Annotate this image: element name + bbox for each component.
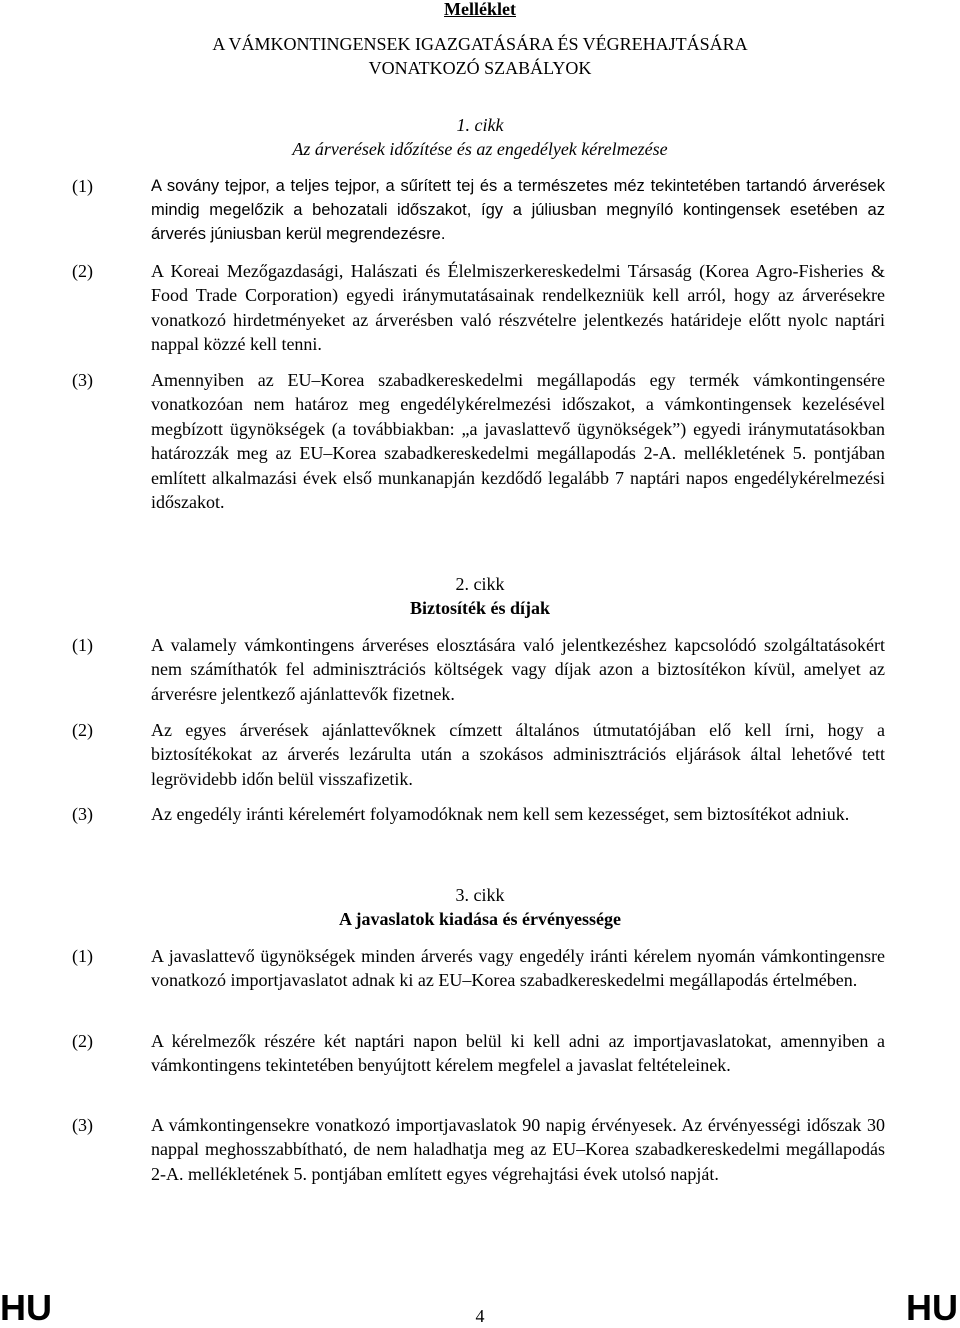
article-3-para-1-text: A javaslattevő ügynökségek minden árverés vagy engedély iránti kérelem nyomán vámkontingensre vonatkozó importjavaslatot adnak ki az EU–Korea szabadkereskedelmi megállapodás értelmében. bbox=[151, 946, 885, 991]
article-1-title: Az árverések időzítése és az engedélyek kérelmezése bbox=[292, 139, 668, 159]
article-3-title: A javaslatok kiadása és érvényessége bbox=[339, 909, 621, 929]
document-title-line2: VONATKOZÓ SZABÁLYOK bbox=[368, 58, 592, 78]
article-2-para-2-number: (2) bbox=[72, 720, 93, 740]
article-3-para-2-number: (2) bbox=[72, 1031, 93, 1051]
article-3-para-2-text: A kérelmezők részére két naptári napon belül ki kell adni az importjavaslatokat, amennyiben a vámkontingens tekintetében benyújtott kérelem megfelel a javaslat feltételeinek. bbox=[151, 1031, 885, 1076]
article-3-number: 3. cikk bbox=[455, 885, 505, 905]
article-2-para-3-text: Az engedély iránti kérelemért folyamodóknak nem kell sem kezességet, sem biztosítékot adniuk. bbox=[151, 804, 850, 824]
annex-label: Melléklet bbox=[444, 0, 516, 19]
article-2-title: Biztosíték és díjak bbox=[409, 598, 550, 618]
article-3-para-3-text: A vámkontingensekre vonatkozó importjavaslatok 90 napig érvényesek. Az érvényességi időszak 30 nappal meghosszabbítható, de nem haladhatja meg az EU–Korea szabadkereskedelmi megállapodás 2-A. mellékletének 5. pontjában említett egyes végrehajtási évek utolsó napját. bbox=[151, 1115, 885, 1184]
footer-language-code-right: HU bbox=[906, 1287, 958, 1328]
article-1-para-2-number: (2) bbox=[72, 261, 93, 281]
article-2-number: 2. cikk bbox=[455, 574, 505, 594]
article-1-number: 1. cikk bbox=[456, 115, 504, 135]
footer-language-code-left: HU bbox=[0, 1287, 52, 1328]
document-title-line1: A VÁMKONTINGENSEK IGAZGATÁSÁRA ÉS VÉGREHAJTÁSÁRA bbox=[212, 34, 748, 54]
article-3-para-1-number: (1) bbox=[72, 946, 93, 966]
article-2-para-3-number: (3) bbox=[72, 804, 93, 824]
article-3-para-3-number: (3) bbox=[72, 1115, 93, 1135]
article-1-para-1-text: A sovány tejpor, a teljes tejpor, a sűrített tej és a természetes méz tekintetében tartandó árverések mindig megelőzik a behozatali időszakot, így a júliusban megnyíló kontingensek esetében az árverés júniusban kerül megrendezésre. bbox=[151, 177, 885, 243]
page-number: 4 bbox=[475, 1306, 485, 1326]
article-1-para-3-text: Amennyiben az EU–Korea szabadkereskedelmi megállapodás egy termék vámkontingensére vonatkozóan nem határoz meg engedélykérelmezési időszakot, a vámkontingensek kezelésével megbízott ügynökségek (a továbbiakban: „a javaslattevő ügynökségek”) egyedi iránymutatásokban határozzák meg az EU–Korea szabadkereskedelmi megállapodás 2-A. mellékletének 5. pontjában említett alkalmazási évek első munkanapján kezdődő legalább 7 naptári napos engedélykérelmezési időszakot. bbox=[151, 370, 885, 513]
article-1-para-1-number: (1) bbox=[72, 176, 93, 196]
article-2-para-1-text: A valamely vámkontingens árveréses elosztására való jelentkezéshez kapcsolódó szolgáltatásokért nem számíthatók fel adminisztrációs költségek vagy díjak azon a biztosítékon kívül, amelyet az árverésre jelentkező ajánlattevők fizetnek. bbox=[151, 635, 885, 704]
article-2-para-2-text: Az egyes árverések ajánlattevőknek címzett általános útmutatójában elő kell írni, hogy a biztosítékokat az árverés lezárulta után a szokásos adminisztrációs eljárások által lehetővé tett legrövidebb időn belül visszafizetik. bbox=[151, 720, 885, 789]
article-1-para-2-text: A Koreai Mezőgazdasági, Halászati és Élelmiszerkereskedelmi Társaság (Korea Agro-Fisheries & Food Trade Corporation) egyedi iránymutatásainak rendelkezniük kell arról, hogy az árverésekre vonatkozó hirdetményeket az árverésben való részvételre jelentkezés határideje előtt nyolc naptári nappal közzé kell tenni. bbox=[151, 261, 885, 355]
article-2-para-1-number: (1) bbox=[72, 635, 93, 655]
article-1-para-3-number: (3) bbox=[72, 370, 93, 390]
